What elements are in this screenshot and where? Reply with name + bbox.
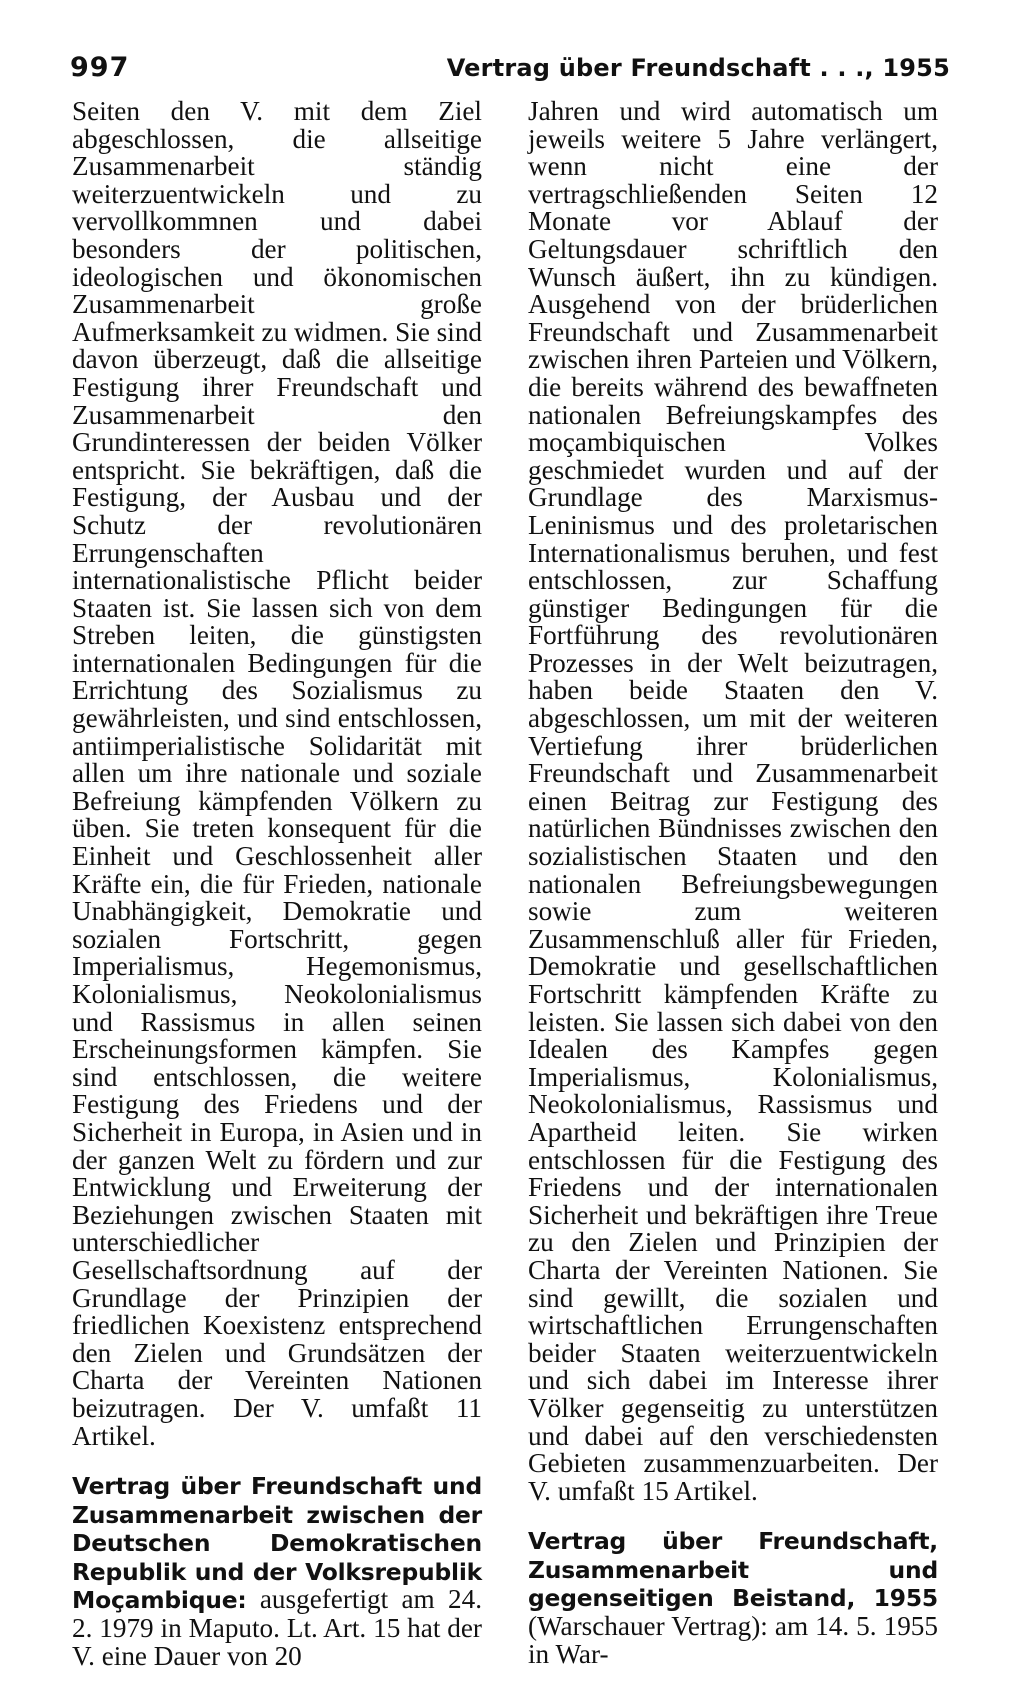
dictionary-entry: [528, 1527, 938, 1668]
left-column: [72, 98, 482, 1670]
entry-title: Vertrag über Freundschaft, Zusammenarbeit und gegenseitigen Beistand, 1955: [528, 1527, 938, 1613]
right-column: [528, 98, 938, 1668]
page-header: [70, 52, 950, 92]
page-number: 997: [70, 52, 130, 83]
running-head: Vertrag über Freundschaft . . ., 1955: [446, 54, 950, 82]
entry-title: Vertrag über Freundschaft und Zusammenarbeit zwischen der Deutschen Demokratischen Republik und der Volksrepublik Moçambique:: [72, 1472, 482, 1615]
continued-entry-text: Jahren und wird automatisch um jeweils weitere 5 Jahre verlängert, wenn nicht eine der vertragschließenden Seiten 12 Monate vor Ablauf der Geltungsdauer schriftlich den Wunsch äußert, ihn zu kündigen. Ausgehend von der brüderlichen Freundschaft und Zusammenarbeit zwischen ihren Parteien und Völkern, die bereits während des bewaffneten nationalen Befreiungskampfes des moçambiquischen Volkes geschmiedet wurden und auf der Grundlage des Marxismus-Leninismus und des proletarischen Internationalismus beruhen, und fest entschlossen, zur Schaffung günstiger Bedingungen für die Fortführung des revolutionären Prozesses in der Welt beizutragen, haben beide Staaten den V. abgeschlossen, um mit der weiteren Vertiefung ihrer brüderlichen Freundschaft und Zusammenarbeit einen Beitrag zur Festigung des natürlichen Bündnisses zwischen den sozialistischen Staaten und den nationalen Befreiungsbewegungen sowie zum weiteren Zusammenschluß aller für Frieden, Demokratie und gesellschaftlichen Fortschritt kämpfenden Kräfte zu leisten. Sie lassen sich dabei von den Idealen des Kampfes gegen Imperialismus, Kolonialismus, Neokolonialismus, Rassismus und Apartheid leiten. Sie wirken entschlossen für die Festigung des Friedens und der internationalen Sicherheit und bekräftigen ihre Treue zu den Zielen und Prinzipien der Charta der Vereinten Nationen. Sie sind gewillt, die sozialen und wirtschaftlichen Errungenschaften beider Staaten weiterzuentwickeln und sich dabei im Interesse ihrer Völker gegenseitig zu unterstützen und dabei auf den verschiedensten Gebieten zusammenzuarbeiten. Der V. umfaßt 15 Artikel.: [528, 96, 938, 1506]
continued-entry-text: Seiten den V. mit dem Ziel abgeschlossen, die allseitige Zusammenarbeit ständig weiterzuentwickeln und zu vervollkommnen und dabei besonders der politischen, ideologischen und ökonomischen Zusammenarbeit große Aufmerksamkeit zu widmen. Sie sind davon überzeugt, daß die allseitige Festigung ihrer Freundschaft und Zusammenarbeit den Grundinteressen der beiden Völker entspricht. Sie bekräftigen, daß die Festigung, der Ausbau und der Schutz der revolutionären Errungenschaften internationalistische Pflicht beider Staaten ist. Sie lassen sich von dem Streben leiten, die günstigsten internationalen Bedingungen für die Errichtung des Sozialismus zu gewährleisten, und sind entschlossen, antiimperialistische Solidarität mit allen um ihre nationale und soziale Befreiung kämpfenden Völkern zu üben. Sie treten konsequent für die Einheit und Geschlossenheit aller Kräfte ein, die für Frieden, nationale Unabhängigkeit, Demokratie und sozialen Fortschritt, gegen Imperialismus, Hegemonismus, Kolonialismus, Neokolonialismus und Rassismus in allen seinen Erscheinungsformen kämpfen. Sie sind entschlossen, die weitere Festigung des Friedens und der Sicherheit in Europa, in Asien und in der ganzen Welt zu fördern und zur Entwicklung und Erweiterung der Beziehungen zwischen Staaten mit unterschiedlicher Gesellschaftsordnung auf der Grundlage der Prinzipien der friedlichen Koexistenz entsprechend den Zielen und Grundsätzen der Charta der Vereinten Nationen beizutragen. Der V. umfaßt 11 Artikel.: [72, 96, 483, 1451]
entry-text: (Warschauer Vertrag): am 14. 5. 1955 in War-: [528, 1611, 938, 1669]
dictionary-entry: [72, 1472, 482, 1670]
entry-text: ausgefertigt am 24. 2. 1979 in Maputo. Lt. Art. 15 hat der V. eine Dauer von 20: [72, 1584, 482, 1671]
